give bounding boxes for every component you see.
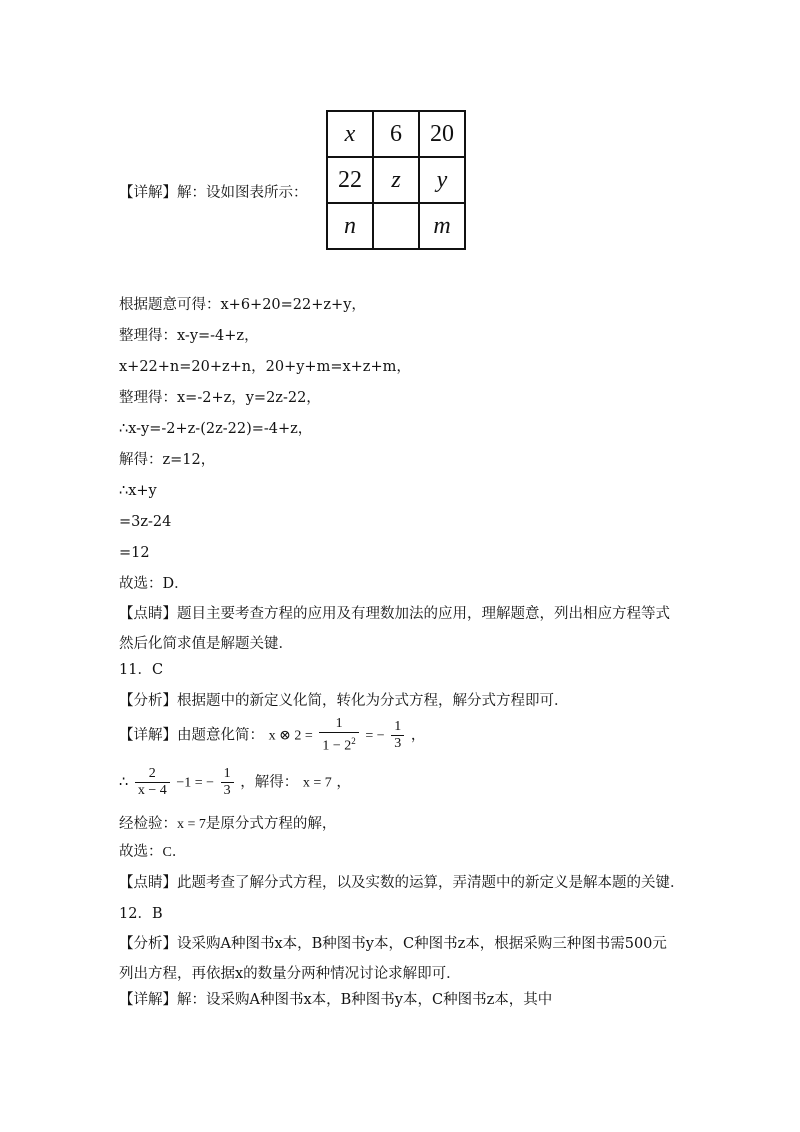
grid-cell: 20 xyxy=(419,111,465,157)
therefore-symbol: ∴ xyxy=(119,774,129,791)
solve-equation xyxy=(119,766,351,799)
analysis-paragraph: 【分析】设采购A种图书x本，B种图书y本，C种图书z本，根据采购三种图书需500元列出方程，再依据x的数量分两种情况讨论求解即可． xyxy=(119,936,667,982)
text-line: 解得：z=12， xyxy=(119,452,216,468)
text-line: 整理得：x-y=-4+z， xyxy=(119,328,259,344)
answer-line: 故选：C． xyxy=(119,844,187,860)
detail-line: 【详解】解：设采购A种图书x本，B种图书y本，C种图书z本，其中 xyxy=(119,992,553,1008)
text-line: 故选：D． xyxy=(119,576,189,592)
grid-cell: x xyxy=(327,111,373,157)
grid-cell: 6 xyxy=(373,111,419,157)
grid-cell xyxy=(373,203,419,249)
fraction-denominator: 3 xyxy=(223,783,231,798)
solve-label: ，解得： xyxy=(240,774,299,791)
grid-row xyxy=(327,157,465,203)
math-mid: −1 = − xyxy=(176,775,215,791)
text-line: 整理得：x=-2+z，y=2z-22， xyxy=(119,390,321,406)
question-number: 12．B xyxy=(119,906,163,922)
detail-equation xyxy=(119,716,425,755)
detail-prefix: 【详解】由题意化简： xyxy=(119,727,264,744)
comment-paragraph: 【点睛】题目主要考查方程的应用及有理数加法的应用，理解题意，列出相应方程等式然后化简求值是解题关键． xyxy=(119,606,670,652)
text-line: ∴x-y=-2+z-(2z-22)=-4+z， xyxy=(119,421,313,437)
text-line: x+22+n=20+z+n，20+y+m=x+z+m， xyxy=(119,359,411,375)
fraction-denominator: x − 4 xyxy=(137,783,167,798)
grid-row xyxy=(327,111,465,157)
text-line: 根据题意可得：x+6+20=22+z+y， xyxy=(119,297,366,313)
question-number: 11．C xyxy=(119,662,164,678)
grid-cell: m xyxy=(419,203,465,249)
fraction xyxy=(391,719,404,752)
fraction xyxy=(319,716,358,755)
fraction xyxy=(135,766,170,799)
grid-cell: 22 xyxy=(327,157,373,203)
fraction-denominator: 3 xyxy=(394,735,402,751)
analysis-line: 【分析】根据题中的新定义化简，转化为分式方程，解分式方程即可． xyxy=(119,693,569,709)
math-result: x = 7 xyxy=(302,775,332,791)
fraction-numerator: 1 xyxy=(221,766,234,783)
math-equals: = − xyxy=(365,728,385,744)
fraction-numerator: 1 xyxy=(319,716,358,733)
grid-cell: n xyxy=(327,203,373,249)
detail-label: 【详解】解：设如图表所示： xyxy=(119,185,308,201)
text-line: =12 xyxy=(119,545,150,561)
variable-grid xyxy=(326,110,466,250)
check-line: 经检验：x = 7是原分式方程的解， xyxy=(119,816,337,832)
fraction xyxy=(221,766,234,799)
fraction-numerator: 2 xyxy=(135,766,170,783)
grid-row xyxy=(327,203,465,249)
grid-cell: y xyxy=(419,157,465,203)
fraction-numerator: 1 xyxy=(391,719,404,736)
grid-cell: z xyxy=(373,157,419,203)
punct: ， xyxy=(410,727,426,744)
text-line: ∴x+y xyxy=(119,483,157,499)
comment-line: 【点睛】此题考查了解分式方程，以及实数的运算，弄清题中的新定义是解本题的关键． xyxy=(119,875,685,891)
fraction-denominator: $1 - 2^2$ xyxy=(322,736,356,754)
text-line: =3z-24 xyxy=(119,514,172,530)
math-lhs: x ⊗ 2 = xyxy=(268,728,313,744)
punct: ， xyxy=(336,774,351,791)
